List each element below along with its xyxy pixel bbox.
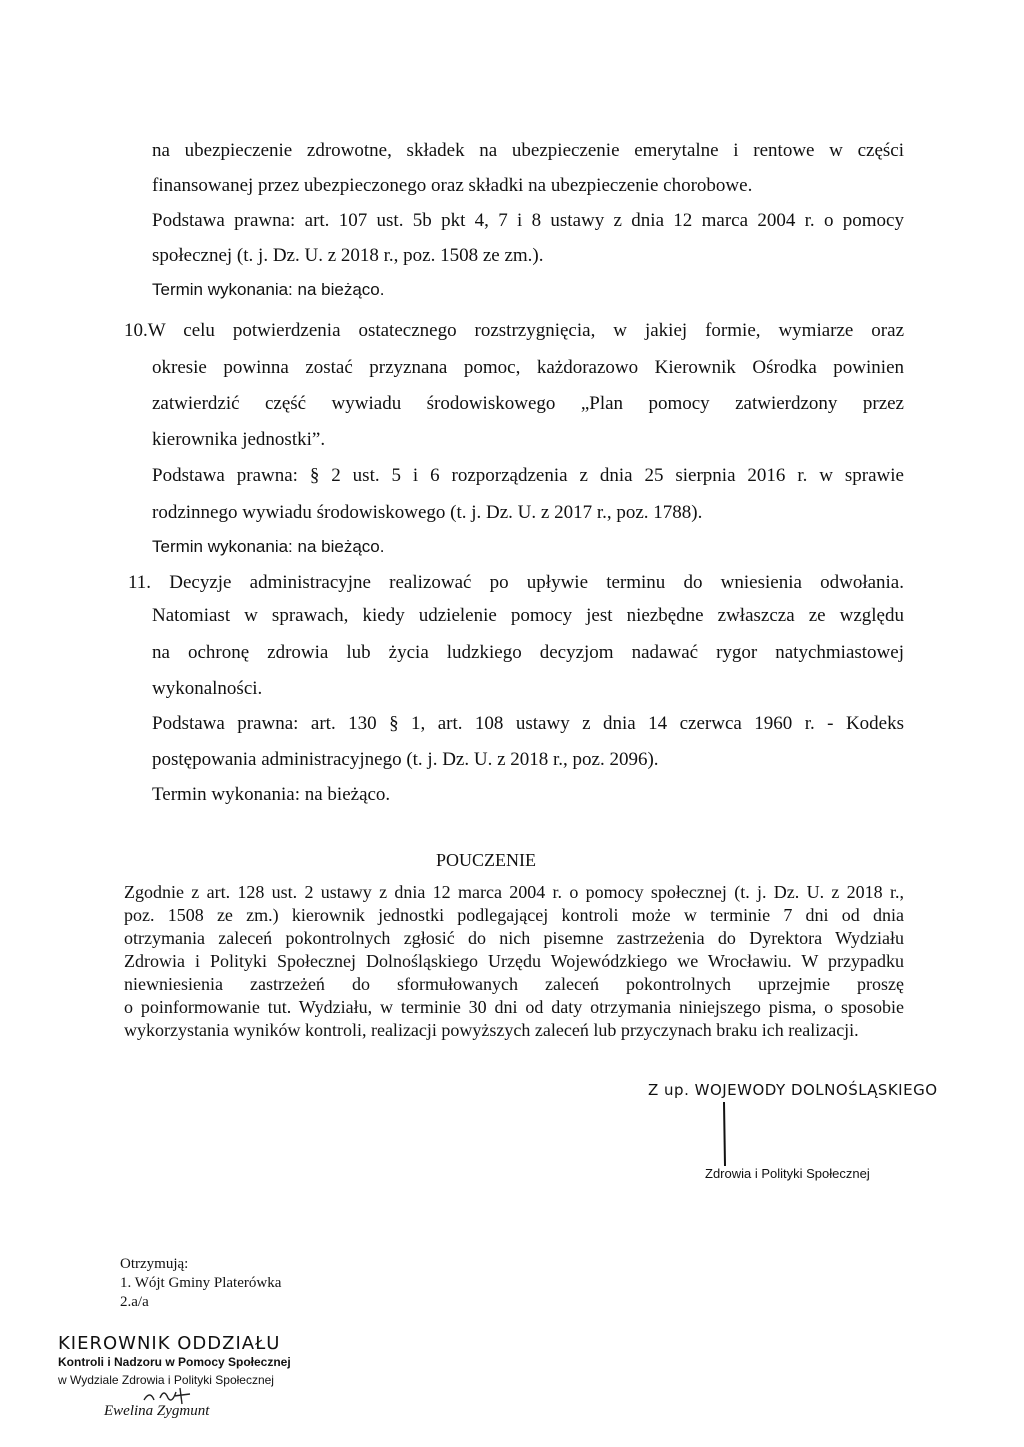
item-11-line: 11. Decyzje administracyjne realizować po upływie terminu do wniesienia odwołania. <box>128 572 904 593</box>
legal-basis-line: Podstawa prawna: § 2 ust. 5 i 6 rozporządzenia z dnia 25 sierpnia 2016 r. w sprawie <box>152 465 904 486</box>
official-name: Ewelina Zygmunt <box>104 1403 210 1419</box>
department-stamp-line: Zdrowia i Polityki Społecznej <box>705 1166 870 1181</box>
deadline-line: Termin wykonania: na bieżąco. <box>152 280 385 299</box>
recipient-item: 2.a/a <box>120 1294 149 1310</box>
instruction-line: niewniesienia zastrzeżeń do sformułowanych zaleceń pokontrolnych uprzejmie proszę <box>124 974 904 994</box>
instruction-line: o poinformowanie tut. Wydziału, w terminie 30 dni od daty otrzymania niniejszego pisma, o sposobie <box>124 997 904 1017</box>
instruction-line: otrzymania zaleceń pokontrolnych zgłosić do nich pisemne zastrzeżenia do Dyrektora Wydziału <box>124 928 904 948</box>
instruction-line: wykorzystania wyników kontroli, realizacji powyższych zaleceń lub przyczynach braku ich realizacji. <box>124 1020 859 1040</box>
item-10-line: zatwierdzić część wywiadu środowiskowego „Plan pomocy zatwierdzony przez <box>152 393 904 414</box>
item-11-line: Natomiast w sprawach, kiedy udzielenie pomocy jest niezbędne zwłaszcza ze względu <box>152 605 904 626</box>
legal-basis-line: rodzinnego wywiadu środowiskowego (t. j. Dz. U. z 2017 r., poz. 1788). <box>152 502 703 523</box>
body-line: na ubezpieczenie zdrowotne, składek na ubezpieczenie emerytalne i rentowe w części <box>152 140 904 161</box>
instruction-line: Zdrowia i Polityki Społecznej Dolnośląskiego Urzędu Wojewódzkiego we Wrocławiu. W przypadku <box>124 951 904 971</box>
item-10-line: kierownika jednostki”. <box>152 429 326 450</box>
item-10-line: 10.W celu potwierdzenia ostatecznego rozstrzygnięcia, w jakiej formie, wymiarze oraz <box>124 320 904 341</box>
office-head-stamp-line: Kontroli i Nadzoru w Pomocy Społecznej <box>58 1355 291 1369</box>
item-11-line: na ochronę zdrowia lub życia ludzkiego decyzjom nadawać rygor natychmiastowej <box>152 642 904 663</box>
office-head-stamp-line: w Wydziale Zdrowia i Polityki Społecznej <box>58 1373 274 1387</box>
deadline-line: Termin wykonania: na bieżąco. <box>152 784 391 805</box>
body-line: finansowanej przez ubezpieczonego oraz składki na ubezpieczenie chorobowe. <box>152 175 753 196</box>
legal-basis-line: Podstawa prawna: art. 130 § 1, art. 108 ustawy z dnia 14 czerwca 1960 r. - Kodeks <box>152 713 904 734</box>
item-11-line: wykonalności. <box>152 678 263 699</box>
legal-basis-line: postępowania administracyjnego (t. j. Dz. U. z 2018 r., poz. 2096). <box>152 749 659 770</box>
legal-basis-line: Podstawa prawna: art. 107 ust. 5b pkt 4, 7 i 8 ustawy z dnia 12 marca 2004 r. o pomocy <box>152 210 904 231</box>
office-head-stamp-title: KIEROWNIK ODDZIAŁU <box>58 1333 281 1354</box>
recipients-heading: Otrzymują: <box>120 1256 189 1272</box>
instruction-heading: POUCZENIE <box>436 850 536 870</box>
instruction-line: Zgodnie z art. 128 ust. 2 ustawy z dnia 12 marca 2004 r. o pomocy społecznej (t. j. Dz. U. z 2018 r., <box>124 882 904 902</box>
voivode-stamp-line: Z up. WOJEWODY DOLNOŚLĄSKIEGO <box>648 1081 938 1099</box>
legal-basis-line: społecznej (t. j. Dz. U. z 2018 r., poz. 1508 ze zm.). <box>152 245 544 266</box>
item-10-line: okresie powinna zostać przyznana pomoc, każdorazowo Kierownik Ośrodka powinien <box>152 357 904 378</box>
deadline-line: Termin wykonania: na bieżąco. <box>152 537 385 556</box>
recipient-item: 1. Wójt Gminy Platerówka <box>120 1275 282 1291</box>
signature-stroke-icon <box>714 1100 734 1170</box>
instruction-line: poz. 1508 ze zm.) kierownik jednostki podlegającej kontroli może w terminie 7 dni od dnia <box>124 905 904 925</box>
